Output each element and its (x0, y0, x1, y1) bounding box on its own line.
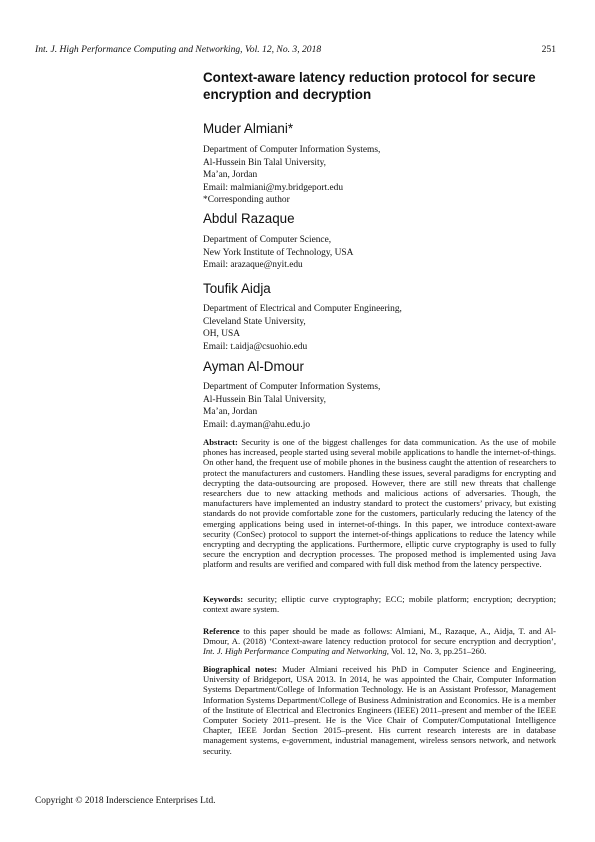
author-name-1: Muder Almiani* (203, 121, 294, 136)
reference (203, 626, 556, 657)
affiliation-line: Department of Computer Information Systems, (203, 145, 381, 155)
keywords-label: Keywords: (203, 594, 244, 604)
bio-label: Biographical notes: (203, 664, 278, 674)
author-affiliation-2 (203, 234, 353, 272)
reference-tail: Vol. 12, No. 3, pp.251–260. (390, 646, 487, 657)
bio-text: Muder Almiani received his PhD in Computer Science and Engineering, University of Bridgeport, USA 2013. In 2014, he was appointed the Chair, Computer Information Systems Department/College of Information Technology. He is an Assistant Professor, Management Information Systems Department/College of Business Administration and Economics. He is a member of the Institute of Electrical and Electronics Engineers (IEEE) 2011–present and member of the IEEE Computer Society 2011–present. He is the Vice Chair of Computer/Computational Intelligence Chapter, IEEE Jordan Section 2015–present. His current research interests are in database management systems, e-government, industrial management, wireless sensors network, and network security. (203, 664, 556, 756)
author-affiliation-3 (203, 303, 402, 353)
affiliation-line: OH, USA (203, 329, 240, 340)
paper-title-line-1: Context-aware latency reduction protocol for secure (203, 70, 536, 85)
affiliation-line: Department of Electrical and Computer Engineering, (203, 304, 402, 314)
copyright-footer: Copyright © 2018 Inderscience Enterprises Ltd. (35, 796, 216, 806)
affiliation-line: New York Institute of Technology, USA (203, 247, 354, 258)
keywords (203, 594, 556, 614)
running-header (35, 44, 556, 58)
abstract (203, 437, 556, 570)
reference-text: to this paper should be made as follows: Almiani, M., Razaque, A., Aidja, T. and Al-Dmour, A. (2018) ‘Context-aware latency reduction protocol for secure encryption and decryption’, (203, 626, 556, 647)
affiliation-line: Al-Hussein Bin Talal University, (203, 157, 327, 168)
reference-label: Reference (203, 626, 240, 636)
author-name-2: Abdul Razaque (203, 211, 295, 226)
affiliation-line: Cleveland State University, (203, 316, 306, 327)
affiliation-line: Department of Computer Information Systems, (203, 382, 381, 392)
page-number: 251 (541, 44, 556, 55)
corresponding-author-note: *Corresponding author (203, 195, 290, 206)
affiliation-line: Department of Computer Science, (203, 235, 332, 245)
paper-title (203, 69, 563, 103)
affiliation-line: Al-Hussein Bin Talal University, (203, 394, 327, 405)
reference-journal: Int. J. High Performance Computing and Networking, (203, 646, 389, 657)
abstract-text: Security is one of the biggest challenges for data communication. As the use of mobile phones has increased, people started using several mobile applications to handle the internet-of-things. On other hand, the frequent use of mobile phones in the business caught the attention of researchers to protect the manufacturers and customers. Handling these issues, several paradigms for encrypting and decrypting the data-outsourcing are proposed. However, there are still new threats that challenge researchers due to new attacking methods and malicious actions of adversaries. Though, the manufacturers have implemented an industry standard to protect the customers’ privacy, but existing standards do not provide comfortable zone for the customers, particularly reducing the latency of the emerging applications being used in internet-of-things. In this paper, we introduce context-aware security (ConSec) protocol to support the internet-of-things applications to reduce the latency while encrypting and decrypting the applications. Furthermore, elliptic curve cryptography is used to fully secure the encryption and decryption processes. The proposed method is implemented using Java platform and results are verified and compared with full disk method from the latency perspective. (203, 437, 556, 570)
author-email: Email: t.aidja@csuohio.edu (203, 341, 308, 352)
keywords-text: security; elliptic curve cryptography; ECC; mobile platform; encryption; decryption; context aware system. (203, 594, 556, 615)
affiliation-line: Ma’an, Jordan (203, 407, 258, 418)
author-affiliation-1 (203, 144, 380, 207)
author-email: Email: arazaque@nyit.edu (203, 260, 303, 271)
author-name-3: Toufik Aidja (203, 281, 271, 296)
journal-citation: Int. J. High Performance Computing and Networking, Vol. 12, No. 3, 2018 (35, 44, 322, 55)
biographical-notes (203, 664, 556, 756)
author-affiliation-4 (203, 381, 380, 431)
author-email: Email: d.ayman@ahu.edu.jo (203, 419, 311, 430)
paper-title-line-2: encryption and decryption (203, 87, 372, 102)
author-name-4: Ayman Al-Dmour (203, 359, 304, 374)
author-email: Email: malmiani@my.bridgeport.edu (203, 182, 344, 193)
abstract-label: Abstract: (203, 437, 238, 447)
affiliation-line: Ma’an, Jordan (203, 170, 258, 181)
